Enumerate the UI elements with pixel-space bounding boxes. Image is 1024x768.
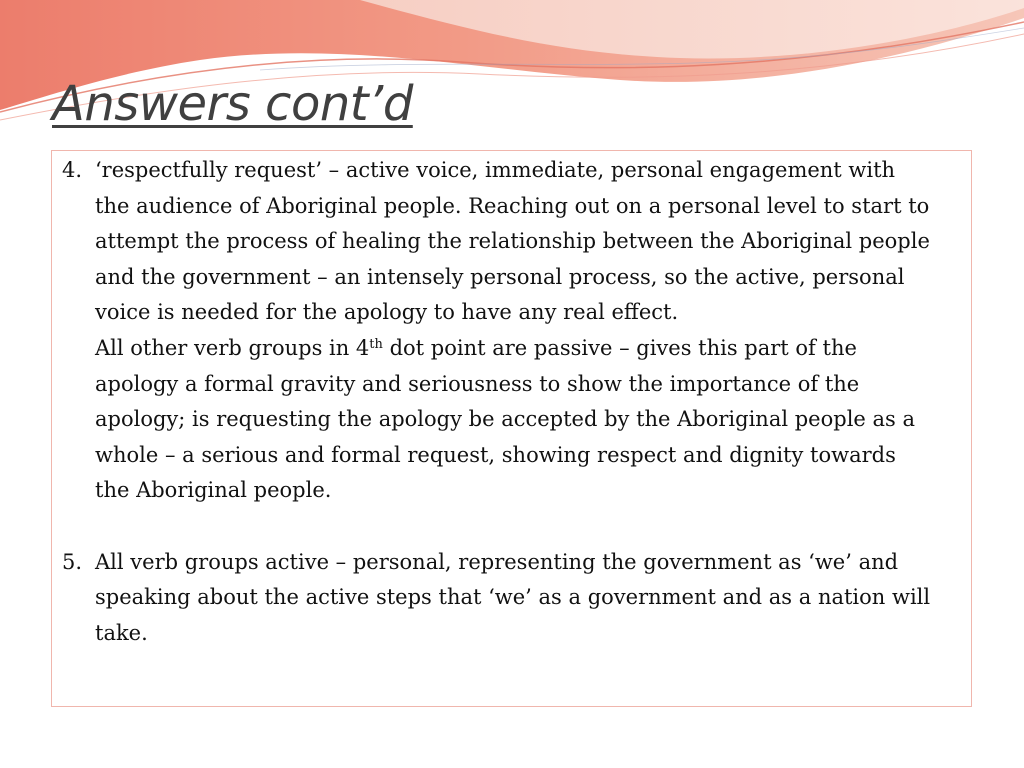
answer-paragraph-extra <box>95 331 932 509</box>
answer-number: 5. <box>62 549 83 574</box>
extra-text-before: All other verb groups in 4 <box>95 335 370 360</box>
answer-number: 4. <box>62 158 83 182</box>
list-spacer <box>62 509 932 545</box>
slide-title: Answers cont’d <box>52 76 413 132</box>
answer-item-5 <box>62 545 932 652</box>
answer-paragraph: All verb groups active – personal, representing the government as ‘we’ and speaking about the active steps that ‘we’ as a government and as a nation will take. <box>95 549 931 645</box>
answers-content-box <box>51 150 972 707</box>
ordinal-superscript: th <box>369 336 383 352</box>
answer-item-4 <box>62 153 932 509</box>
answer-paragraph: ‘respectfully request’ – active voice, immediate, personal engagement with the audience of Aboriginal people. Reaching out on a personal level to start to attempt the process of healing the relationship between the Aboriginal people and the government – an intensely personal process, so the active, personal voice is needed for the apology to have any real effect. <box>95 158 930 325</box>
extra-text-after: dot point are passive – gives this part of the apology a formal gravity and seriousness to show the importance of the apology; is requesting the apology be accepted by the Aboriginal people as a whole – a serious and formal request, showing respect and dignity towards the Aboriginal people. <box>95 335 916 503</box>
answers-list <box>62 153 932 651</box>
